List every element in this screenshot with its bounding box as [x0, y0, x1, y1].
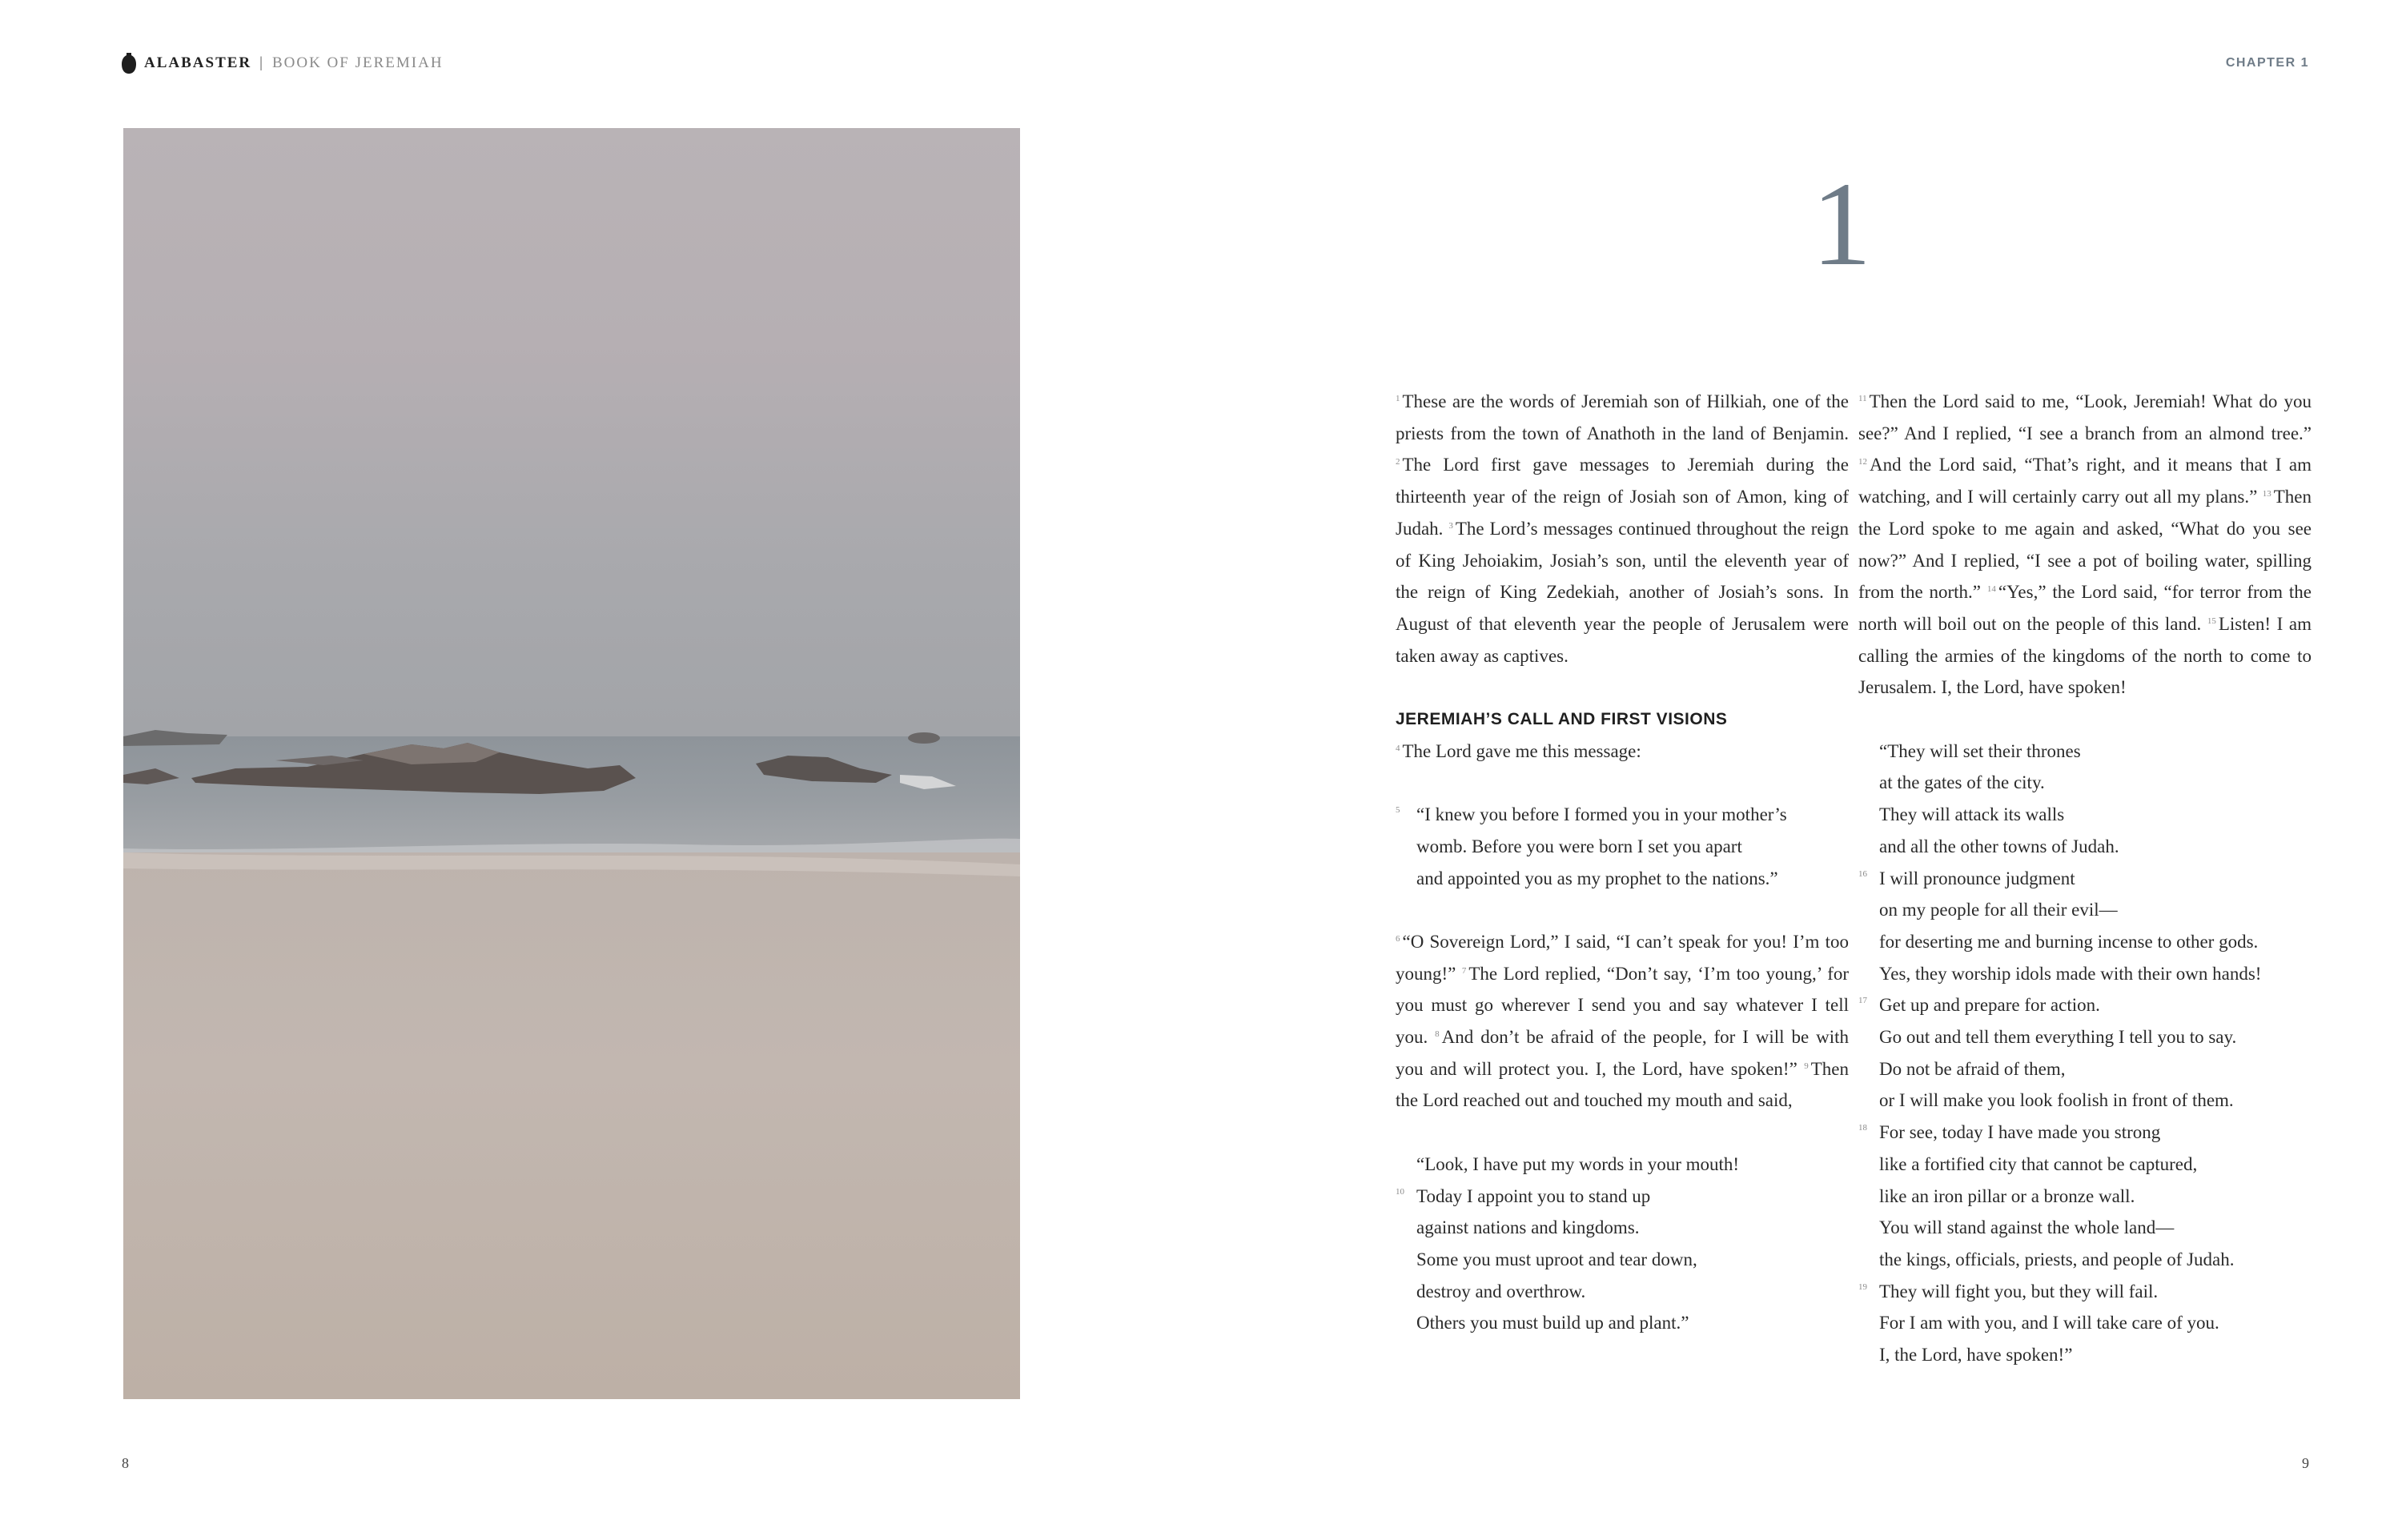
brand-name: ALABASTER — [144, 54, 252, 71]
poem-line — [1396, 863, 1849, 895]
poem-text: on my people for all their evil— — [1879, 900, 2118, 920]
right-text-column — [1858, 386, 2312, 1371]
poem-line — [1858, 767, 2312, 799]
poem-text: Some you must uproot and tear down, — [1416, 1249, 1697, 1269]
poem-text: destroy and overthrow. — [1416, 1281, 1586, 1301]
poem-text: You will stand against the whole land— — [1879, 1217, 2175, 1238]
poem-text: Go out and tell them everything I tell you to say. — [1879, 1027, 2237, 1048]
poem-line — [1858, 958, 2312, 990]
poem-line — [1858, 1117, 2312, 1149]
verse-text: The Lord replied, “Don’t say, ‘I’m too young,’ for you must go wherever I send you and say whatever I tell you. — [1396, 963, 1850, 1048]
verse-text: Then the Lord spoke to me again and asked, “What do you see now?” And I replied, “I see a pot of boiling water, spilling from the north.” — [1858, 487, 2312, 603]
poem-text: and all the other towns of Judah. — [1879, 836, 2119, 856]
chapter-number: 1 — [1811, 158, 1872, 291]
poem-text: Do not be afraid of them, — [1879, 1058, 2066, 1079]
verse-number: 18 — [1858, 1123, 1867, 1133]
verse-text: The Lord first gave messages to Jeremiah during the thirteenth year of the reign of Josiah son of Amon, king of Judah. — [1396, 455, 1849, 539]
poem-text: like an iron pillar or a bronze wall. — [1879, 1185, 2135, 1206]
poem-line — [1858, 799, 2312, 831]
poem-line — [1858, 1244, 2312, 1276]
verse-number: 3 — [1448, 520, 1453, 531]
poem-text: I will pronounce judgment — [1879, 868, 2075, 888]
verse-number: 17 — [1858, 996, 1867, 1006]
poem-line — [1396, 1244, 1849, 1276]
chapter-label: CHAPTER 1 — [2225, 56, 2309, 70]
poem-text: “I knew you before I formed you in your mother’s — [1416, 804, 1787, 825]
verse-number: 15 — [2207, 616, 2216, 626]
intro-paragraph — [1396, 386, 1849, 672]
verse-text: The Lord’s messages continued throughout the reign of King Jehoiakim, Josiah’s son, until the eleventh year of the reign of King Zedekiah, another of Josiah’s sons. In August of that eleventh year the people of Jerusalem were taken away as captives. — [1396, 518, 1850, 666]
poem-line — [1396, 799, 1849, 831]
poem-line — [1858, 1339, 2312, 1371]
verse-number: 5 — [1396, 805, 1400, 816]
verse-number: 2 — [1396, 457, 1400, 467]
poem-line — [1858, 1212, 2312, 1244]
poem-line — [1858, 1053, 2312, 1085]
verse-text: “O Sovereign Lord,” I said, “I can’t speak for you! I’m too young!” — [1396, 931, 1849, 984]
verse-number: 14 — [1986, 584, 1996, 595]
verse-number: 4 — [1396, 743, 1400, 753]
running-header — [122, 53, 444, 74]
verse-number: 19 — [1858, 1281, 1867, 1292]
page-number-left: 8 — [122, 1455, 129, 1471]
verse-text: Then the Lord said to me, “Look, Jeremiah! What do you see?” And I replied, “I see a branch from an almond tree.” — [1858, 391, 2312, 443]
poem-line — [1858, 989, 2312, 1021]
poem-text: at the gates of the city. — [1879, 772, 2045, 793]
header-separator: | — [259, 54, 264, 71]
poem-line — [1858, 1149, 2312, 1181]
verse-number: 6 — [1396, 933, 1400, 944]
poem-text: For I am with you, and I will take care of you. — [1879, 1313, 2219, 1333]
verse-number: 11 — [1858, 394, 1867, 403]
poem-line — [1396, 1276, 1849, 1308]
page-number-right: 9 — [2302, 1455, 2309, 1471]
poem-text: For see, today I have made you strong — [1879, 1122, 2161, 1143]
section-heading: JEREMIAH’S CALL AND FIRST VISIONS — [1396, 710, 1728, 729]
poem-text: and appointed you as my prophet to the nations.” — [1416, 868, 1778, 888]
poem-line — [1858, 894, 2312, 926]
poem-line — [1396, 831, 1849, 863]
verse-text: “Yes,” the Lord said, “for terror from the north will boil out on the people of this land. — [1858, 582, 2312, 634]
verses-11-15-paragraph — [1858, 386, 2312, 704]
left-text-column — [1396, 386, 1849, 1339]
poem-line — [1858, 1181, 2312, 1213]
poem-text: They will attack its walls — [1879, 804, 2065, 825]
alabaster-jar-icon — [122, 53, 136, 74]
poem-text: Others you must build up and plant.” — [1416, 1313, 1689, 1333]
poem-text: I, the Lord, have spoken!” — [1879, 1345, 2073, 1366]
verse-number: 8 — [1435, 1029, 1440, 1040]
poem-line — [1858, 736, 2312, 768]
poem-text: or I will make you look foolish in front of them. — [1879, 1090, 2234, 1111]
poem-line — [1396, 1307, 1849, 1339]
verse-text: Then the Lord reached out and touched my mouth and said, — [1396, 1058, 1849, 1111]
verse-text: These are the words of Jeremiah son of Hilkiah, one of the priests from the town of Anathoth in the land of Benjamin. — [1396, 391, 1849, 443]
verse-number: 13 — [2262, 489, 2271, 499]
poem-line — [1858, 926, 2312, 958]
poem-line — [1858, 1307, 2312, 1339]
verse-text: And the Lord said, “That’s right, and it means that I am watching, and I will certainly carry out all my plans.” — [1858, 455, 2312, 507]
verses-6-9-paragraph — [1396, 926, 1849, 1117]
poem-text: against nations and kingdoms. — [1416, 1217, 1640, 1238]
verse-number: 7 — [1461, 965, 1467, 976]
poem-line — [1396, 1181, 1849, 1213]
verse-text: And don’t be afraid of the people, for I will be with you and will protect you. I, the Lord, have spoken!” — [1396, 1027, 1850, 1079]
poem-text: “Look, I have put my words in your mouth! — [1416, 1153, 1740, 1174]
verse-number: 9 — [1804, 1061, 1809, 1071]
verse-text: Listen! I am calling the armies of the kingdoms of the north to come to Jerusalem. I, the Lord, have spoken! — [1858, 613, 2312, 698]
poem-text: Get up and prepare for action. — [1879, 995, 2100, 1016]
poem-text: Today I appoint you to stand up — [1416, 1185, 1651, 1206]
poem-line — [1396, 1212, 1849, 1244]
poem-line — [1858, 863, 2312, 895]
verse-number: 16 — [1858, 868, 1867, 879]
verse-number: 1 — [1396, 394, 1400, 403]
poem-text: the kings, officials, priests, and people of Judah. — [1879, 1249, 2235, 1269]
poem-text: “They will set their thrones — [1879, 740, 2081, 761]
book-title: BOOK OF JEREMIAH — [271, 54, 444, 71]
poem-text: like a fortified city that cannot be captured, — [1879, 1153, 2198, 1174]
poem-text: They will fight you, but they will fail. — [1879, 1281, 2159, 1301]
verse-4-paragraph — [1396, 736, 1849, 768]
poem-line — [1858, 1085, 2312, 1117]
verse-number: 12 — [1858, 457, 1867, 467]
poem-line — [1858, 1276, 2312, 1308]
poem-text: for deserting me and burning incense to other gods. — [1879, 931, 2259, 952]
verse-text: The Lord gave me this message: — [1402, 740, 1641, 761]
poem-line — [1396, 1149, 1849, 1181]
beach-photo — [123, 128, 1020, 1399]
poem-line — [1858, 1021, 2312, 1053]
verse-number: 10 — [1396, 1186, 1404, 1197]
poem-line — [1858, 831, 2312, 863]
poem-text: womb. Before you were born I set you apart — [1416, 836, 1742, 856]
poem-text: Yes, they worship idols made with their own hands! — [1879, 963, 2262, 984]
